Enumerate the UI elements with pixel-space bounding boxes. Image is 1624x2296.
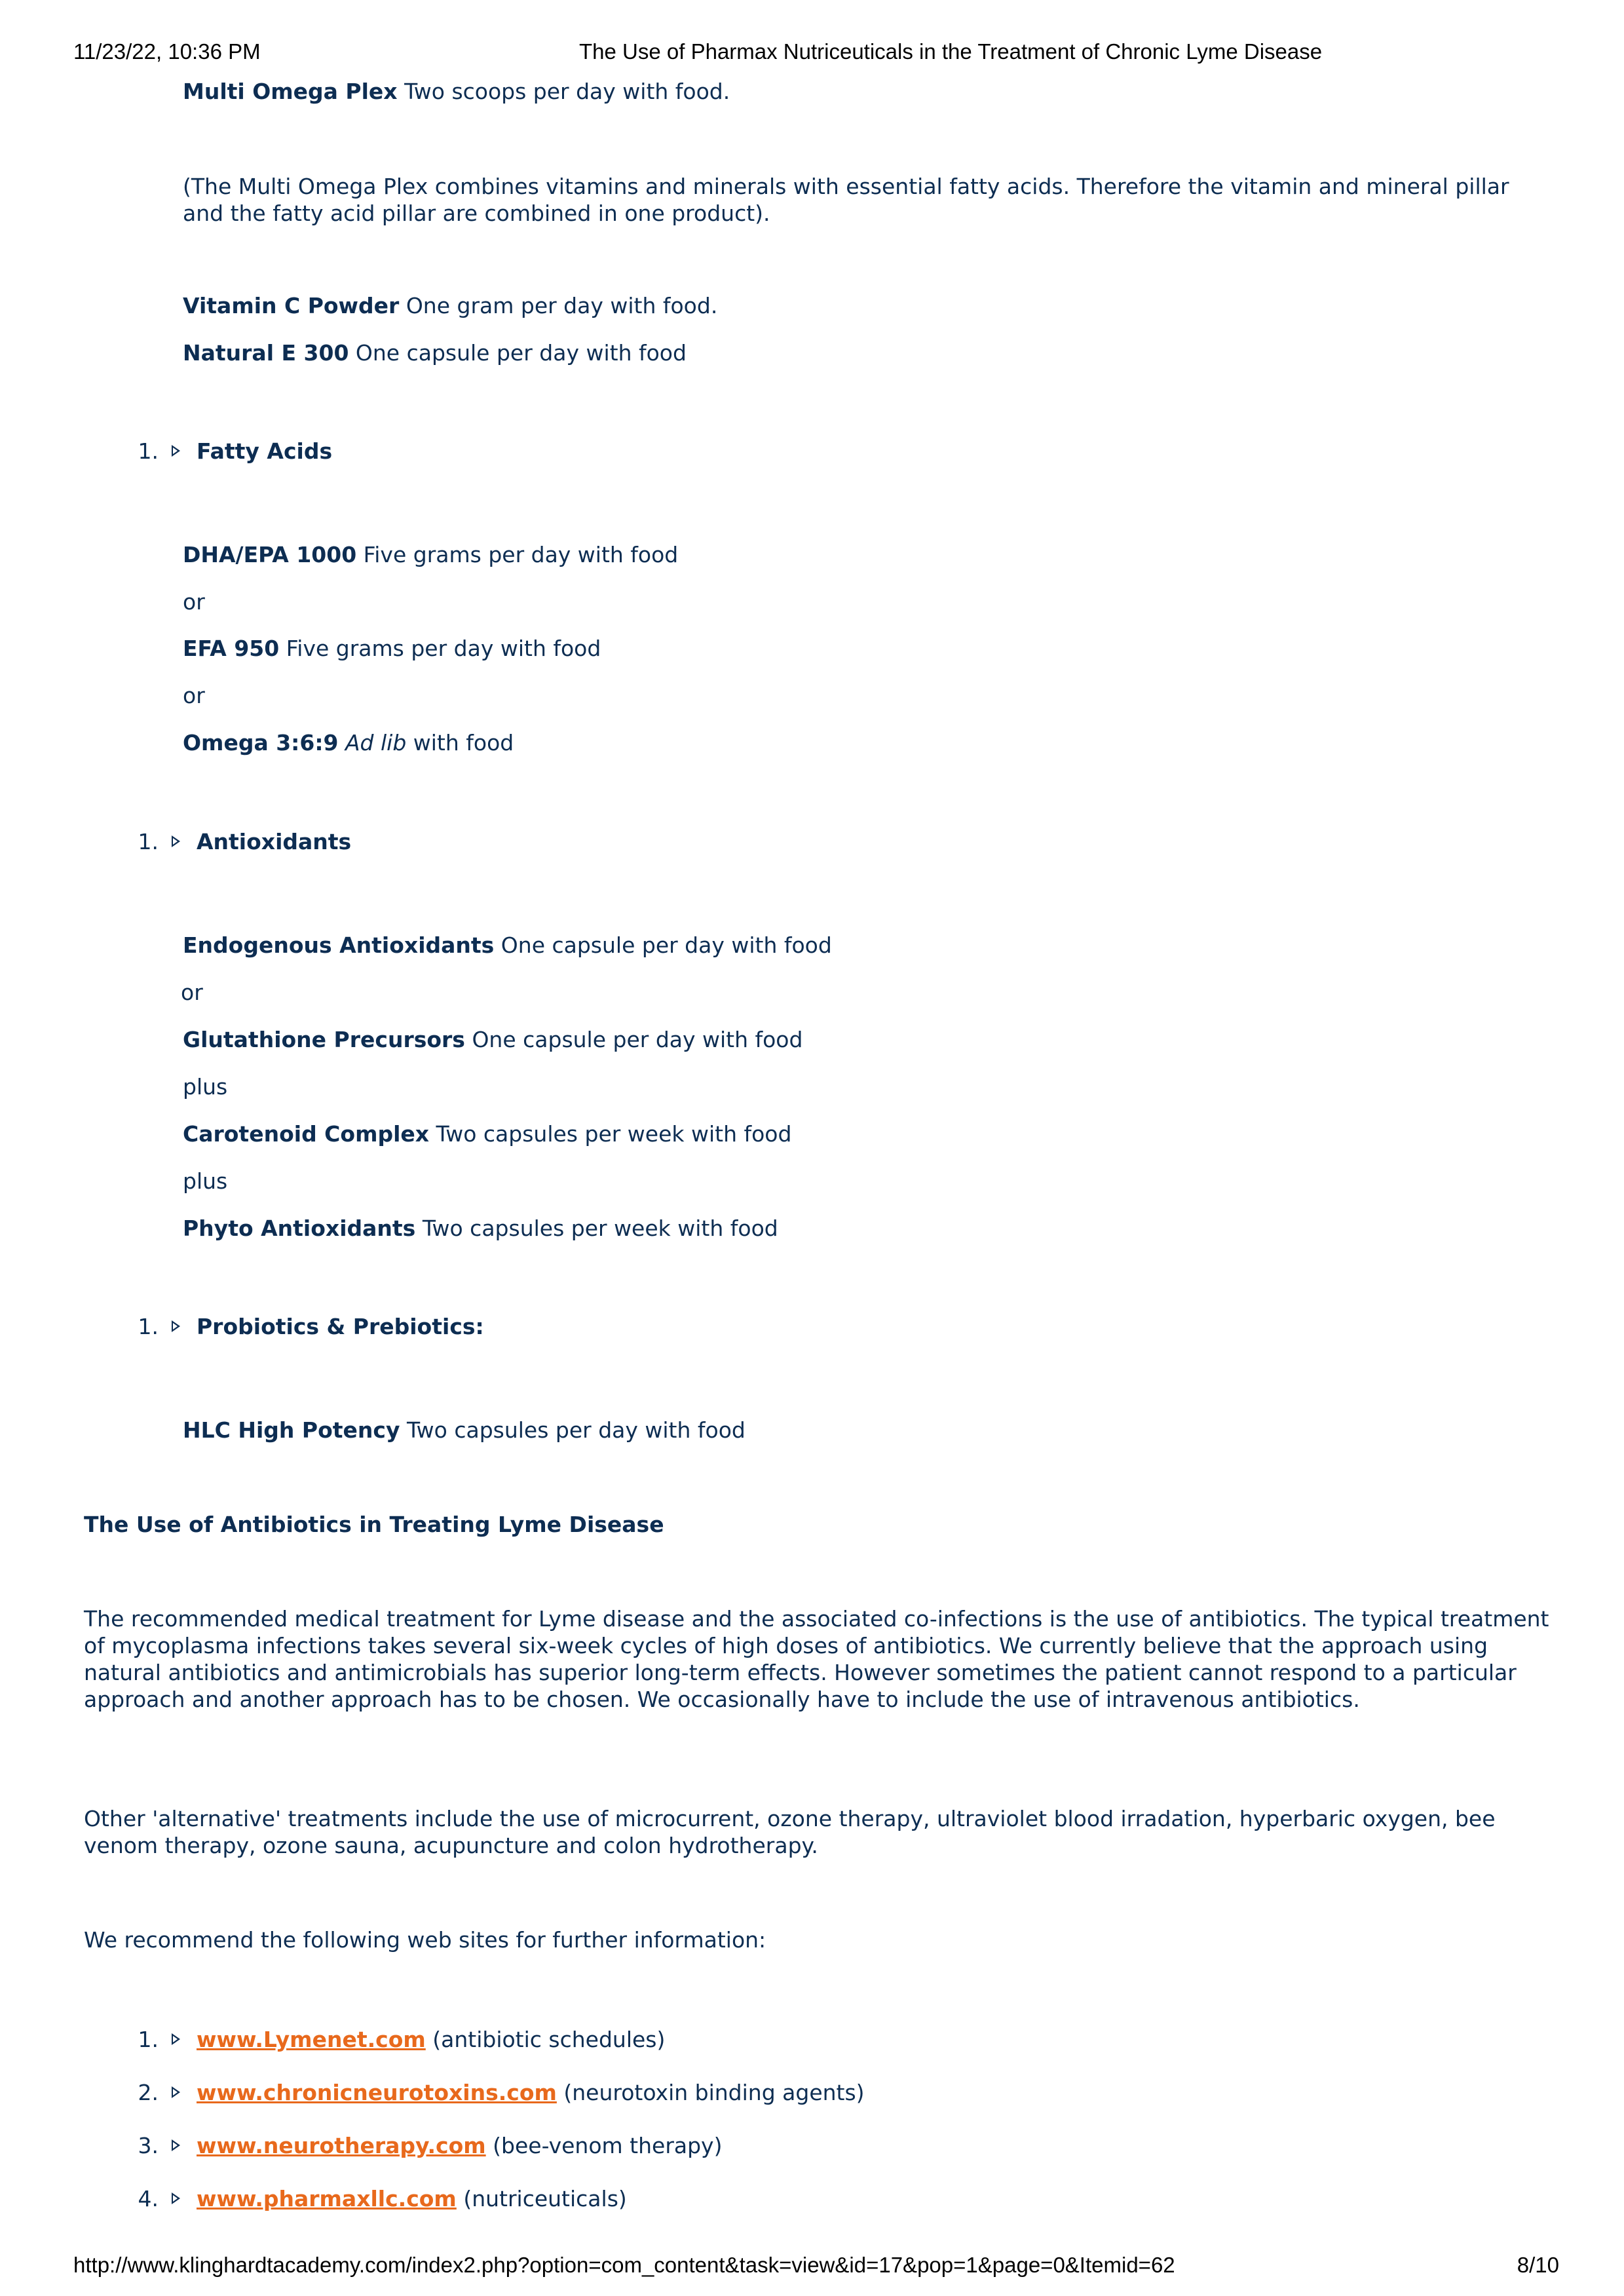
alternative-treatments-paragraph: Other 'alternative' treatments include the use of microcurrent, ozone therapy, ultraviolet blood irradation, hyperbaric oxygen, bee venom therapy, ozone sauna, acupuncture and colon hydrotherapy. xyxy=(84,1806,1496,1858)
product-name: Multi Omega Plex xyxy=(183,79,398,104)
list-number: 4. xyxy=(138,2186,159,2211)
multi-omega-note: (The Multi Omega Plex combines vitamins and minerals with essential fatty acids. Therefore the vitamin and mineral pillar and the fatty acid pillar are combined in one product). xyxy=(183,174,1509,226)
product-dose: Two scoops per day with food. xyxy=(397,79,730,104)
or-text: or xyxy=(183,683,205,708)
omega-369-line xyxy=(183,729,514,757)
dha-epa-line xyxy=(183,541,678,569)
product-dose: with food xyxy=(406,730,514,756)
product-dose: Five grams per day with food xyxy=(279,636,601,661)
link-description: (antibiotic schedules) xyxy=(425,2027,666,2052)
natural-e-line xyxy=(183,339,687,367)
link-description: (neurotoxin binding agents) xyxy=(556,2080,865,2105)
product-name: Carotenoid Complex xyxy=(183,1121,430,1147)
triangle-bullet-icon xyxy=(172,2033,180,2045)
footer-url: http://www.klinghardtacademy.com/index2.php?option=com_content&task=view&id=17&pop=1&page=0&Itemid=62 xyxy=(73,2253,1175,2277)
product-name: Endogenous Antioxidants xyxy=(183,932,495,958)
product-name: Glutathione Precursors xyxy=(183,1027,465,1052)
link-lymenet[interactable]: www.Lymenet.com xyxy=(197,2027,426,2052)
link-pharmaxllc[interactable]: www.pharmaxllc.com xyxy=(197,2186,457,2211)
list-number: 1. xyxy=(138,438,159,464)
efa-line xyxy=(183,635,601,662)
list-number: 1. xyxy=(138,1314,159,1339)
product-dose: One capsule per day with food xyxy=(464,1027,803,1052)
link-description: (nutriceuticals) xyxy=(456,2186,627,2211)
list-number: 2. xyxy=(138,2080,159,2105)
product-dose: Two capsules per week with food xyxy=(415,1215,778,1241)
phyto-line xyxy=(183,1215,778,1242)
footer-page-number: 8/10 xyxy=(1517,2253,1559,2277)
link-neurotherapy[interactable]: www.neurotherapy.com xyxy=(197,2133,486,2158)
product-dose-italic: Ad lib xyxy=(345,730,407,756)
vitamin-c-line xyxy=(183,292,717,320)
hlc-line xyxy=(183,1417,746,1444)
product-dose: Two capsules per day with food xyxy=(400,1417,746,1443)
triangle-bullet-icon xyxy=(172,1320,180,1332)
product-name: HLC High Potency xyxy=(183,1417,400,1443)
list-number: 3. xyxy=(138,2133,159,2158)
or-text: or xyxy=(181,980,203,1005)
link-description: (bee-venom therapy) xyxy=(485,2133,723,2158)
carotenoid-line xyxy=(183,1120,791,1148)
product-dose: One capsule per day with food xyxy=(494,932,832,958)
plus-text: plus xyxy=(183,1168,228,1194)
product-name: Phyto Antioxidants xyxy=(183,1215,416,1241)
triangle-bullet-icon xyxy=(172,2086,180,2098)
product-dose: One gram per day with food. xyxy=(399,293,718,318)
product-name: Omega 3:6:9 xyxy=(183,730,339,756)
section-heading: Fatty Acids xyxy=(197,438,333,464)
glutathione-line xyxy=(183,1026,803,1054)
header-title: The Use of Pharmax Nutriceuticals in the Treatment of Chronic Lyme Disease xyxy=(579,39,1323,64)
triangle-bullet-icon xyxy=(172,445,180,457)
list-number: 1. xyxy=(138,829,159,854)
triangle-bullet-icon xyxy=(172,2139,180,2151)
product-name: Natural E 300 xyxy=(183,340,349,366)
plus-text: plus xyxy=(183,1074,228,1100)
triangle-bullet-icon xyxy=(172,835,180,847)
recommend-text: We recommend the following web sites for further information: xyxy=(84,1927,766,1953)
link-chronicneurotoxins[interactable]: www.chronicneurotoxins.com xyxy=(197,2080,557,2105)
antibiotics-heading: The Use of Antibiotics in Treating Lyme Disease xyxy=(84,1512,664,1537)
list-number: 1. xyxy=(138,2027,159,2052)
triangle-bullet-icon xyxy=(172,2192,180,2204)
header-datetime: 11/23/22, 10:36 PM xyxy=(73,39,261,64)
product-dose: Five grams per day with food xyxy=(356,542,679,567)
multi-omega-line xyxy=(183,78,730,105)
product-name: DHA/EPA 1000 xyxy=(183,542,357,567)
product-dose: Two capsules per week with food xyxy=(429,1121,792,1147)
product-dose: One capsule per day with food xyxy=(349,340,687,366)
product-name: Vitamin C Powder xyxy=(183,293,400,318)
or-text: or xyxy=(183,589,205,615)
antibiotics-paragraph: The recommended medical treatment for Lyme disease and the associated co-infections is the use of antibiotics. The typical treatment of mycoplasma infections takes several six-week cycles of high doses of antibiotics. We currently believe that the approach using natural antibiotics and antimicrobials has superior long-term effects. However sometimes the patient cannot respond to a particular approach and another approach has to be chosen. We occasionally have to include the use of intravenous antibiotics. xyxy=(84,1606,1549,1712)
product-name: EFA 950 xyxy=(183,636,280,661)
section-heading: Probiotics & Prebiotics: xyxy=(197,1314,484,1339)
section-heading: Antioxidants xyxy=(197,829,352,854)
endogenous-line xyxy=(183,932,832,959)
